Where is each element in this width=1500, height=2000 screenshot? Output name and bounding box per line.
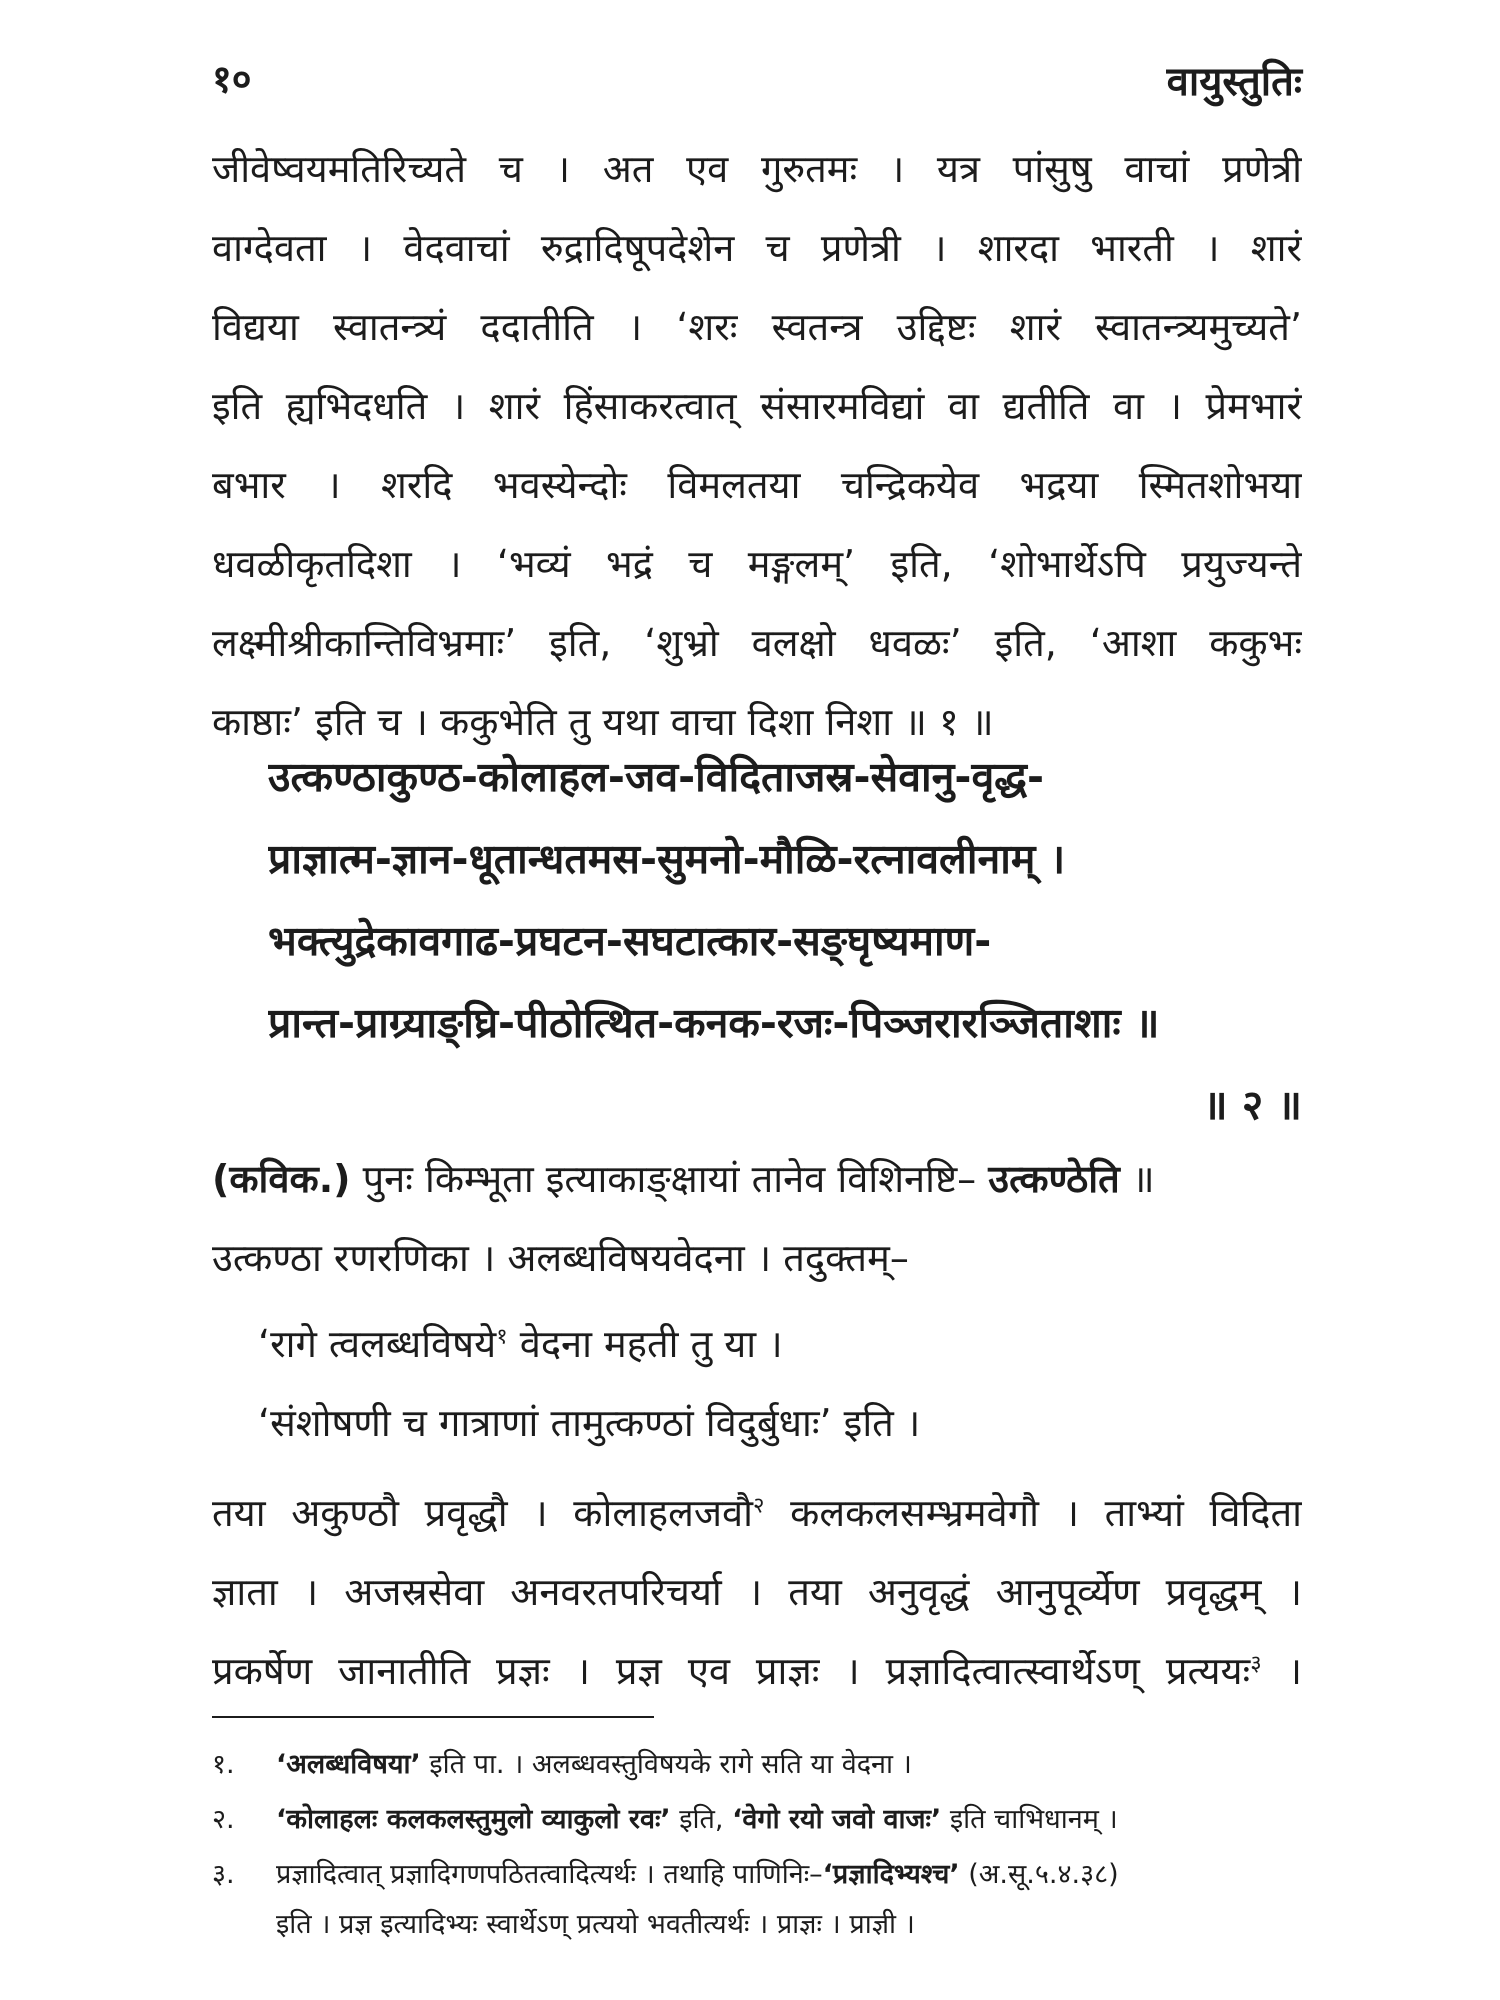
footnote-plain: इति पा. । अलब्धवस्तुविषयके रागे सति या वेदना ।: [420, 1749, 912, 1780]
footnote-text: [276, 1792, 1302, 1847]
page-header: [212, 52, 1302, 112]
verse-line: भक्त्युद्रेकावगाढ-प्रघटन-सघटात्कार-सङ्घृष्यमाण-: [268, 917, 992, 965]
footnote-bold: ‘कोलाहलः कलकलस्तुमुलो व्याकुलो रवः’: [276, 1804, 671, 1835]
quote-line: ‘संशोषणी च गात्राणां तामुत्कण्ठां विदुर्बुधाः’ इति ।: [258, 1401, 921, 1445]
footnotes: [212, 1737, 1302, 1948]
footnote-ref: ३: [1250, 1651, 1262, 1677]
footnote-bold: ‘प्रज्ञादिभ्यश्च’: [822, 1859, 960, 1890]
commentary-label: (कविक.): [212, 1157, 351, 1201]
text-line: [212, 1474, 1302, 1553]
text-line: लक्ष्मीश्रीकान्तिविभ्रमाः’ इति, ‘शुभ्रो वलक्षो धवळः’ इति, ‘आशा ककुभः: [212, 621, 1302, 665]
commentary-keyword: उत्कण्ठेति: [988, 1157, 1120, 1201]
text-segment: कलकलसम्भ्रमवेगौ । ताभ्यां विदिता: [764, 1491, 1302, 1535]
text-line: विद्यया स्वातन्त्र्यं ददातीति । ‘शरः स्वतन्त्र उद्दिष्टः शारं स्वातन्त्र्यमुच्यते’: [212, 305, 1302, 349]
footnote: [212, 1847, 1302, 1902]
text-line: धवळीकृतदिशा । ‘भव्यं भद्रं च मङ्गलम्’ इति, ‘शोभार्थेऽपि प्रयुज्यन्ते: [212, 542, 1302, 586]
quote-line: [258, 1305, 1302, 1384]
verse-line: प्रान्त-प्राग्र्याङ्घ्रि-पीठोत्थित-कनक-रजः-पिञ्जरारञ्जिताशाः ॥: [268, 999, 1160, 1047]
text-segment: प्रकर्षेण जानातीति प्रज्ञः । प्रज्ञ एव प्राज्ञः । प्रज्ञादित्वात्स्वार्थेऽण् प्रत्ययः: [212, 1649, 1251, 1693]
quotation: [258, 1305, 1302, 1463]
footnote: [212, 1792, 1302, 1847]
text-line: ज्ञाता । अजस्रसेवा अनवरतपरिचर्या । तया अनुवृद्धं आनुपूर्व्येण प्रवृद्धम् ।: [212, 1570, 1302, 1614]
footnote-plain: प्रज्ञादित्वात् प्रज्ञादिगणपठितत्वादित्यर्थः । तथाहि पाणिनिः–: [276, 1859, 823, 1890]
footnote-ref: २: [753, 1493, 765, 1519]
commentary-after-quote: [212, 1474, 1302, 1711]
commentary-line: उत्कण्ठा रणरणिका । अलब्धविषयवेदना । तदुक्तम्–: [212, 1236, 909, 1280]
running-title: वायुस्तुतिः: [1166, 59, 1302, 105]
footnote-divider: [212, 1716, 654, 1718]
commentary-end: ॥: [1119, 1157, 1155, 1201]
footnote-number: ३.: [212, 1859, 235, 1890]
footnote-plain: (अ.सू.५.४.३८): [959, 1859, 1119, 1890]
footnote-bold: ‘वेगो रयो जवो वाजः’: [732, 1804, 942, 1835]
footnote-text: [276, 1737, 1302, 1792]
text-line: वाग्देवता । वेदवाचां रुद्रादिषूपदेशेन च प्रणेत्री । शारदा भारती । शारं: [212, 226, 1302, 270]
page-number: १०: [212, 57, 252, 101]
footnote-text: [276, 1847, 1302, 1902]
text-line: बभार । शरदि भवस्येन्दोः विमलतया चन्द्रिकयेव भद्रया स्मितशोभया: [212, 463, 1302, 507]
text-line: काष्ठाः’ इति च । ककुभेति तु यथा वाचा दिशा निशा ॥ १ ॥: [212, 700, 994, 744]
commentary-text: पुनः किम्भूता इत्याकाङ्क्षायां तानेव विशिनष्टि–: [350, 1157, 989, 1201]
verse-line: प्राज्ञात्म-ज्ञान-धूतान्धतमस-सुमनो-मौळि-रत्नावलीनाम् ।: [268, 835, 1066, 883]
verse-block: [268, 736, 1302, 1146]
text-segment: तया अकुण्ठौ प्रवृद्धौ । कोलाहलजवौ: [212, 1491, 754, 1535]
commentary-continued: [212, 130, 1302, 762]
footnote-number: २.: [212, 1804, 235, 1835]
footnote-plain: इति चाभिधानम् ।: [941, 1804, 1118, 1835]
footnote-plain: इति,: [670, 1804, 733, 1835]
text-line: जीवेष्वयमतिरिच्यते च । अत एव गुरुतमः । यत्र पांसुषु वाचां प्रणेत्री: [212, 147, 1302, 191]
verse-line: उत्कण्ठाकुण्ठ-कोलाहल-जव-विदिताजस्र-सेवानु-वृद्ध-: [268, 753, 1045, 801]
text-segment: ।: [1261, 1649, 1302, 1693]
commentary: [212, 1140, 1302, 1298]
footnote-ref: १: [496, 1324, 508, 1350]
footnote-bold: ‘अलब्धविषया’: [276, 1749, 421, 1780]
commentary-line: [212, 1140, 1302, 1219]
text-line: [212, 1632, 1302, 1711]
footnote-continuation: इति । प्रज्ञ इत्यादिभ्यः स्वार्थेऽण् प्रत्ययो भवतीत्यर्थः । प्राज्ञः । प्राज्ञी ।: [276, 1909, 915, 1940]
text-line: इति ह्यभिदधति । शारं हिंसाकरत्वात् संसारमविद्यां वा द्यतीति वा । प्रेमभारं: [212, 384, 1302, 428]
footnote: [212, 1737, 1302, 1792]
quote-text: ‘रागे त्वलब्धविषये: [258, 1322, 497, 1366]
footnote-number: १.: [212, 1749, 235, 1780]
verse-number: ॥ २ ॥: [1203, 1081, 1302, 1129]
quote-text: वेदना महती तु या ।: [507, 1322, 783, 1366]
